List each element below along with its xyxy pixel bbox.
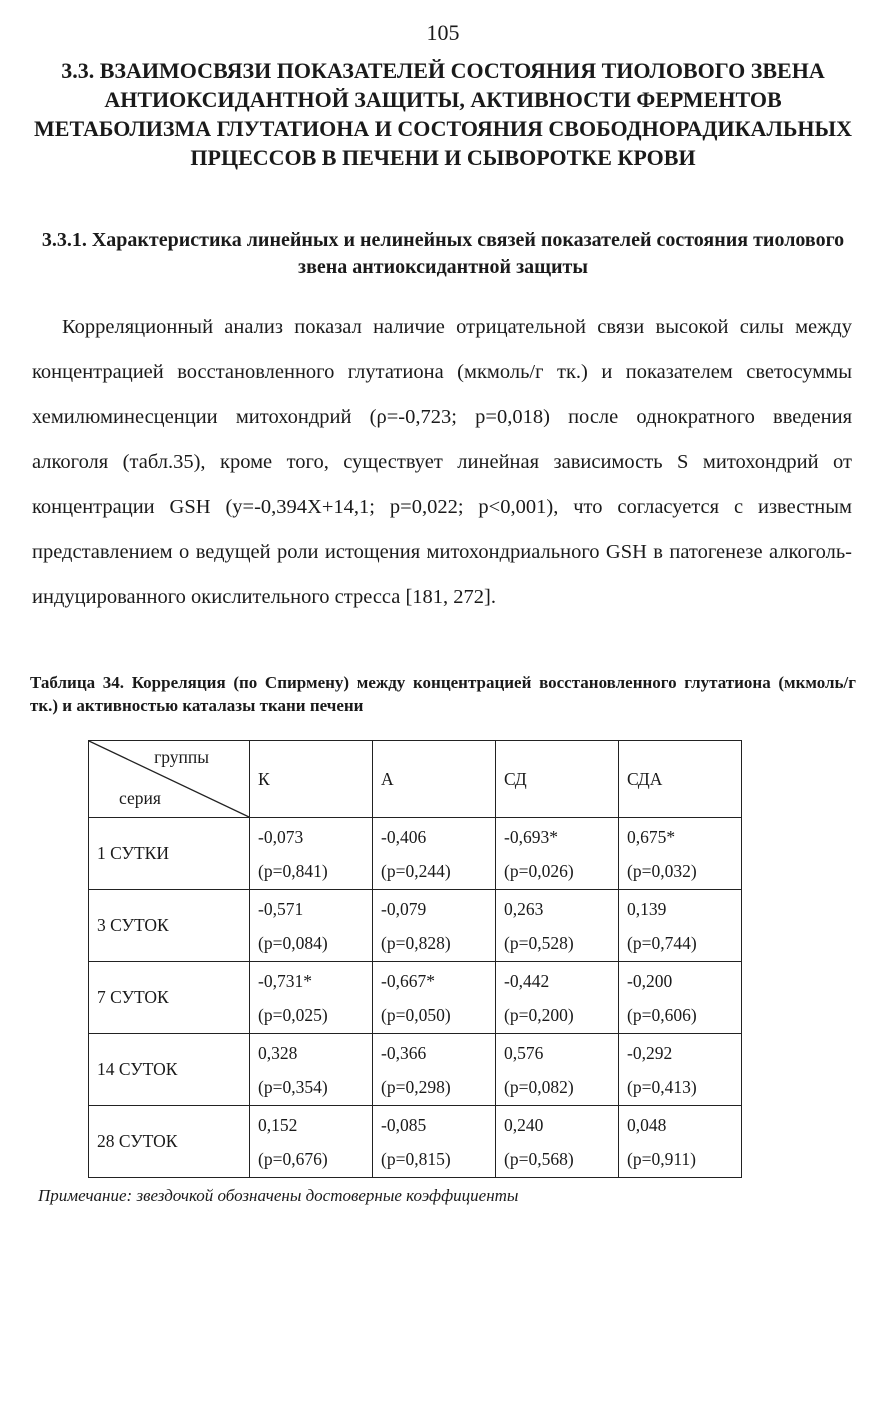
- cell-coefficient: 0,576: [504, 1042, 544, 1063]
- cell-p-value: (p=0,911): [627, 1148, 697, 1169]
- cell-p-value: (p=0,568): [504, 1148, 574, 1169]
- table-cell: [373, 890, 496, 962]
- table-cell: [619, 1034, 742, 1106]
- table-corner-cell: [89, 741, 250, 818]
- cell-coefficient: 0,328: [258, 1042, 298, 1063]
- cell-coefficient: -0,292: [627, 1042, 673, 1063]
- cell-coefficient: -0,667*: [381, 970, 435, 991]
- cell-coefficient: 0,263: [504, 898, 544, 919]
- table-row: [89, 1034, 742, 1106]
- cell-coefficient: 0,048: [627, 1114, 667, 1135]
- table-cell: [250, 890, 373, 962]
- cell-p-value: (p=0,200): [504, 1004, 574, 1025]
- correlation-table: [88, 740, 742, 1178]
- cell-coefficient: -0,571: [258, 898, 304, 919]
- cell-coefficient: -0,079: [381, 898, 427, 919]
- column-header: К: [250, 741, 373, 818]
- cell-coefficient: -0,366: [381, 1042, 427, 1063]
- cell-coefficient: 0,139: [627, 898, 667, 919]
- table-cell: [373, 962, 496, 1034]
- row-label: 28 СУТОК: [89, 1106, 250, 1178]
- cell-coefficient: -0,731*: [258, 970, 312, 991]
- table-cell: [619, 1106, 742, 1178]
- table-cell: [619, 818, 742, 890]
- cell-p-value: (p=0,815): [381, 1148, 451, 1169]
- cell-p-value: (p=0,032): [627, 860, 697, 881]
- corner-label-series: серия: [119, 788, 161, 808]
- section-title: 3.3.1. Характеристика линейных и нелинейных связей показателей состояния тиолового звена антиоксидантной защиты: [41, 229, 845, 278]
- cell-p-value: (p=0,025): [258, 1004, 328, 1025]
- cell-coefficient: 0,675*: [627, 826, 676, 847]
- cell-p-value: (p=0,082): [504, 1076, 574, 1097]
- corner-label-groups: группы: [154, 747, 209, 767]
- table-cell: [250, 1034, 373, 1106]
- table-cell: [250, 962, 373, 1034]
- table-cell: [496, 890, 619, 962]
- cell-p-value: (p=0,413): [627, 1076, 697, 1097]
- table-row: [89, 818, 742, 890]
- table-cell: [373, 818, 496, 890]
- chapter-title: 3.3. ВЗАИМОСВЯЗИ ПОКАЗАТЕЛЕЙ СОСТОЯНИЯ ТИОЛОВОГО ЗВЕНА АНТИОКСИДАНТНОЙ ЗАЩИТЫ, АКТИВНОСТИ ФЕРМЕНТОВ МЕТАБОЛИЗМА ГЛУТАТИОНА И СОСТОЯНИЯ СВОБОДНОРАДИКАЛЬНЫХ ПРЦЕССОВ В ПЕЧЕНИ И СЫВОРОТКЕ КРОВИ: [34, 58, 852, 170]
- cell-p-value: (p=0,050): [381, 1004, 451, 1025]
- cell-p-value: (p=0,026): [504, 860, 574, 881]
- cell-p-value: (p=0,606): [627, 1004, 697, 1025]
- table-header-row: [89, 741, 742, 818]
- column-header: СДА: [619, 741, 742, 818]
- row-label: 1 СУТКИ: [89, 818, 250, 890]
- page-number: 105: [426, 20, 460, 45]
- table-cell: [619, 890, 742, 962]
- cell-p-value: (p=0,298): [381, 1076, 451, 1097]
- table-cell: [373, 1034, 496, 1106]
- cell-coefficient: -0,693*: [504, 826, 558, 847]
- table-caption: Таблица 34. Корреляция (по Спирмену) между концентрацией восстановленного глутатиона (мкмоль/г тк.) и активностью каталазы ткани печени: [30, 673, 856, 715]
- body-paragraph: Корреляционный анализ показал наличие отрицательной связи высокой силы между концентрацией восстановленного глутатиона (мкмоль/г тк.) и показателем светосуммы хемилюминесценции митохондрий (ρ=-0,723; p=0,018) после однократного введения алкоголя (табл.35), кроме того, существует линейная зависимость S митохондрий от концентрации GSH (y=-0,394X+14,1; p=0,022; p<0,001), что согласуется с известным представлением о ведущей роли истощения митохондриального GSH в патогенезе алкоголь-индуцированного окислительного стресса [181, 272].: [32, 316, 852, 608]
- cell-p-value: (p=0,244): [381, 860, 451, 881]
- table-cell: [373, 1106, 496, 1178]
- row-label: 14 СУТОК: [89, 1034, 250, 1106]
- cell-coefficient: 0,240: [504, 1114, 544, 1135]
- cell-p-value: (p=0,084): [258, 932, 328, 953]
- row-label: 3 СУТОК: [89, 890, 250, 962]
- row-label: 7 СУТОК: [89, 962, 250, 1034]
- cell-coefficient: -0,085: [381, 1114, 427, 1135]
- table-cell: [496, 1034, 619, 1106]
- cell-coefficient: -0,442: [504, 970, 550, 991]
- table-cell: [250, 818, 373, 890]
- table-cell: [619, 962, 742, 1034]
- cell-p-value: (p=0,528): [504, 932, 574, 953]
- cell-p-value: (p=0,828): [381, 932, 451, 953]
- table-cell: [496, 1106, 619, 1178]
- cell-p-value: (p=0,744): [627, 932, 697, 953]
- column-header: СД: [496, 741, 619, 818]
- cell-coefficient: -0,200: [627, 970, 673, 991]
- cell-p-value: (p=0,676): [258, 1148, 328, 1169]
- cell-coefficient: -0,406: [381, 826, 427, 847]
- table-cell: [250, 1106, 373, 1178]
- cell-coefficient: 0,152: [258, 1114, 298, 1135]
- table-note: Примечание: звездочкой обозначены достоверные коэффициенты: [38, 1186, 519, 1205]
- cell-p-value: (p=0,354): [258, 1076, 328, 1097]
- cell-p-value: (p=0,841): [258, 860, 328, 881]
- table-row: [89, 962, 742, 1034]
- table-cell: [496, 818, 619, 890]
- table-cell: [496, 962, 619, 1034]
- table-row: [89, 1106, 742, 1178]
- column-header: А: [373, 741, 496, 818]
- table-row: [89, 890, 742, 962]
- cell-coefficient: -0,073: [258, 826, 304, 847]
